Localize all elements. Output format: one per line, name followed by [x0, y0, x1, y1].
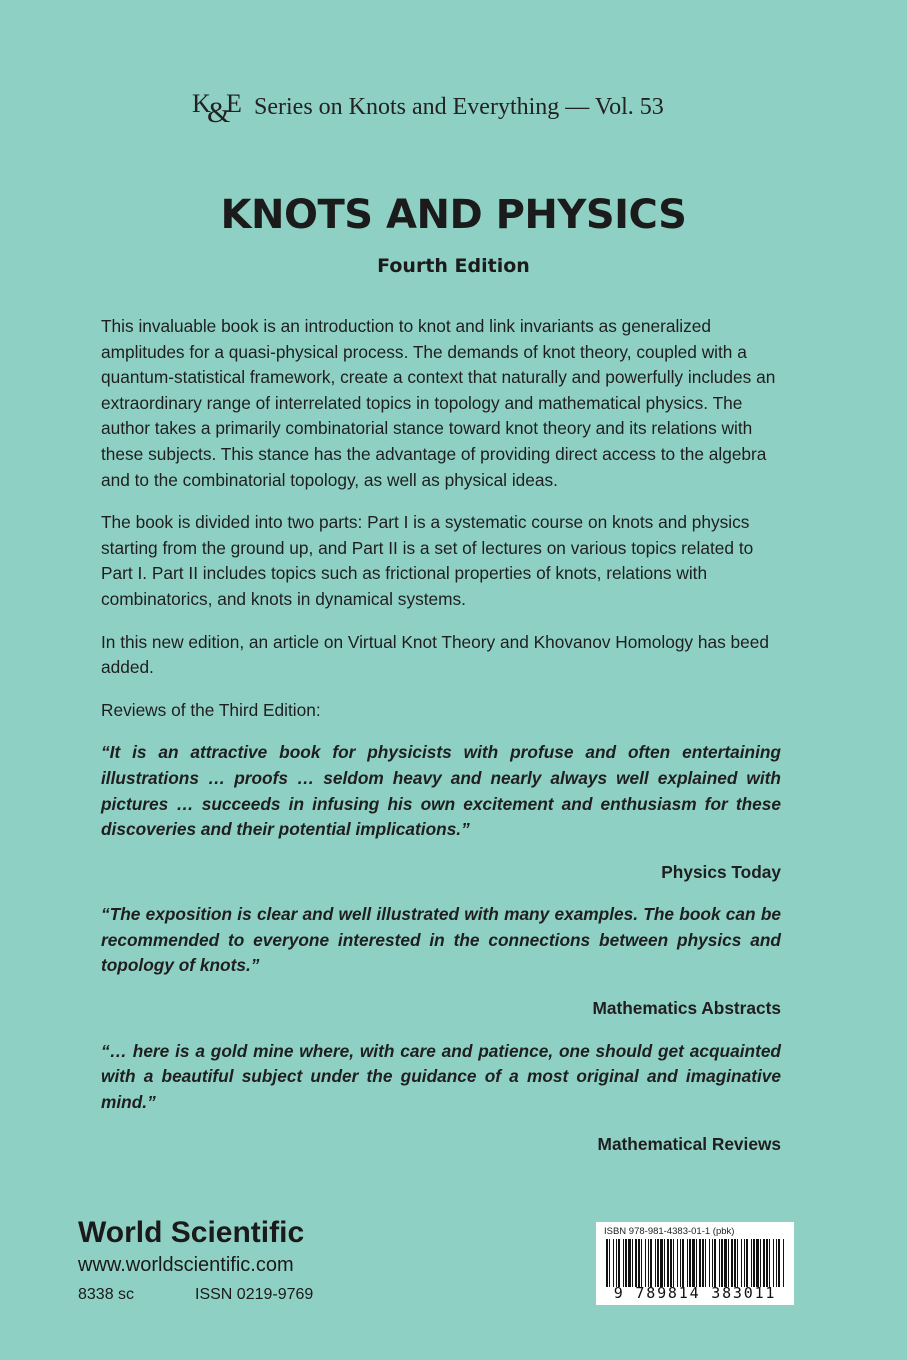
barcode-bar	[769, 1239, 770, 1287]
barcode-bar	[632, 1239, 633, 1287]
series-text: Series on Knots and Everything — Vol. 53	[254, 93, 664, 120]
reviews-heading: Reviews of the Third Edition:	[101, 699, 321, 720]
barcode-bar	[650, 1239, 652, 1287]
review-quote-1: “It is an attractive book for physicists with profuse and often entertaining illustrations … proofs … seldom heavy and nearly always well explained with pictures … succeeds in infusing his own excitement and enthusiasm for these discoveries and their potential implications.”	[101, 742, 781, 840]
barcode-bar	[664, 1239, 665, 1287]
barcode-bar	[616, 1239, 617, 1287]
barcode-bar	[628, 1239, 631, 1287]
barcode-bar	[673, 1239, 674, 1287]
barcode-bar	[702, 1239, 704, 1287]
barcode-bar	[737, 1239, 738, 1287]
barcode-bar	[705, 1239, 706, 1287]
barcode-bar	[724, 1239, 727, 1287]
barcode-bar	[756, 1239, 759, 1287]
review-quote-3: “… here is a gold mine where, with care and patience, one should get acquainted with a beautiful subject under the guidance of a most original and imaginative mind.”	[101, 1040, 781, 1112]
barcode-bar	[645, 1239, 646, 1287]
barcode-bar	[635, 1239, 637, 1287]
barcode-bar	[609, 1239, 610, 1287]
barcode-bar	[721, 1239, 723, 1287]
barcode-bar	[719, 1239, 720, 1287]
series-issn: ISSN 0219-9769	[195, 1286, 314, 1303]
barcode-bar	[696, 1239, 697, 1287]
svg-text:K: K	[192, 89, 211, 118]
barcode-bar	[618, 1239, 620, 1287]
barcode-bar	[613, 1239, 614, 1287]
barcode-bar	[689, 1239, 691, 1287]
publisher-url[interactable]: www.worldscientific.com	[78, 1254, 294, 1276]
barcode-bar	[682, 1239, 684, 1287]
back-cover-body	[101, 314, 781, 1175]
review-source-2: Mathematics Abstracts	[592, 998, 781, 1019]
barcode-bar	[712, 1239, 713, 1287]
barcode-bar	[753, 1239, 755, 1287]
barcode-bar	[692, 1239, 695, 1287]
barcode-bar	[699, 1239, 701, 1287]
barcode-bar	[623, 1239, 624, 1287]
barcode-bar	[606, 1239, 608, 1287]
barcode-bar	[783, 1239, 784, 1287]
book-edition: Fourth Edition	[377, 255, 530, 277]
barcode-bar	[667, 1239, 669, 1287]
description-paragraph-3: In this new edition, an article on Virtual Knot Theory and Khovanov Homology has beed added.	[101, 631, 769, 678]
barcode-bar	[687, 1239, 688, 1287]
catalog-code: 8338 sc	[78, 1286, 135, 1303]
review-source-3: Mathematical Reviews	[597, 1134, 781, 1155]
barcode-bar	[655, 1239, 656, 1287]
barcode-bar	[625, 1239, 627, 1287]
isbn-label: ISBN 978-981-4383-01-1 (pbk)	[604, 1226, 735, 1237]
series-line	[192, 82, 664, 132]
barcode-bar	[670, 1239, 672, 1287]
barcode-bar	[709, 1239, 710, 1287]
svg-text:&: &	[207, 96, 231, 129]
review-quote-2: “The exposition is clear and well illustrated with many examples. The book can be recommended to everyone interested in the connections between physics and topology of knots.”	[101, 904, 781, 976]
barcode-bar	[641, 1239, 642, 1287]
barcode-bars	[604, 1239, 788, 1287]
description-paragraph-1: This invaluable book is an introduction to knot and link invariants as generalized amplitudes for a quasi-physical process. The demands of knot theory, coupled with a quantum-statistical framework, create a context that naturally and powerfully includes an extraordinary range of interrelated topics in topology and mathematical physics. The author takes a primarily combinatorial stance toward knot theory and its relations with these subjects. This stance has the advantage of providing direct access to the algebra and to the combinatorial topology, as well as physical ideas.	[101, 316, 776, 490]
description-paragraph-2: The book is divided into two parts: Part I is a systematic course on knots and physics starting from the ground up, and Part II is a set of lectures on various topics related to Part I. Part II includes topics such as frictional properties of knots, relations with combinatorics, and knots in dynamical systems.	[101, 512, 754, 609]
publisher-name: World Scientific	[78, 1216, 305, 1249]
barcode-bar	[731, 1239, 733, 1287]
barcode-bar	[677, 1239, 678, 1287]
barcode-bar	[746, 1239, 748, 1287]
barcode-bar	[751, 1239, 752, 1287]
barcode-bar	[778, 1239, 780, 1287]
barcode-bar	[657, 1239, 659, 1287]
svg-text:E: E	[226, 89, 242, 118]
barcode-bar	[648, 1239, 649, 1287]
isbn-barcode	[596, 1222, 794, 1305]
barcode-bar	[763, 1239, 765, 1287]
barcode-bar	[714, 1239, 716, 1287]
barcode-bar	[680, 1239, 681, 1287]
barcode-bar	[766, 1239, 768, 1287]
barcode-bar	[760, 1239, 761, 1287]
review-source-1: Physics Today	[661, 861, 781, 882]
barcode-bar	[773, 1239, 774, 1287]
barcode-bar	[638, 1239, 640, 1287]
barcode-bar	[776, 1239, 777, 1287]
barcode-bar	[660, 1239, 663, 1287]
barcode-bar	[734, 1239, 736, 1287]
barcode-bar	[741, 1239, 742, 1287]
book-title: KNOTS AND PHYSICS	[220, 192, 687, 238]
barcode-bar	[728, 1239, 729, 1287]
barcode-digits: 9 789814 383011	[613, 1284, 777, 1302]
barcode-bar	[744, 1239, 745, 1287]
kne-series-logo	[192, 82, 246, 132]
